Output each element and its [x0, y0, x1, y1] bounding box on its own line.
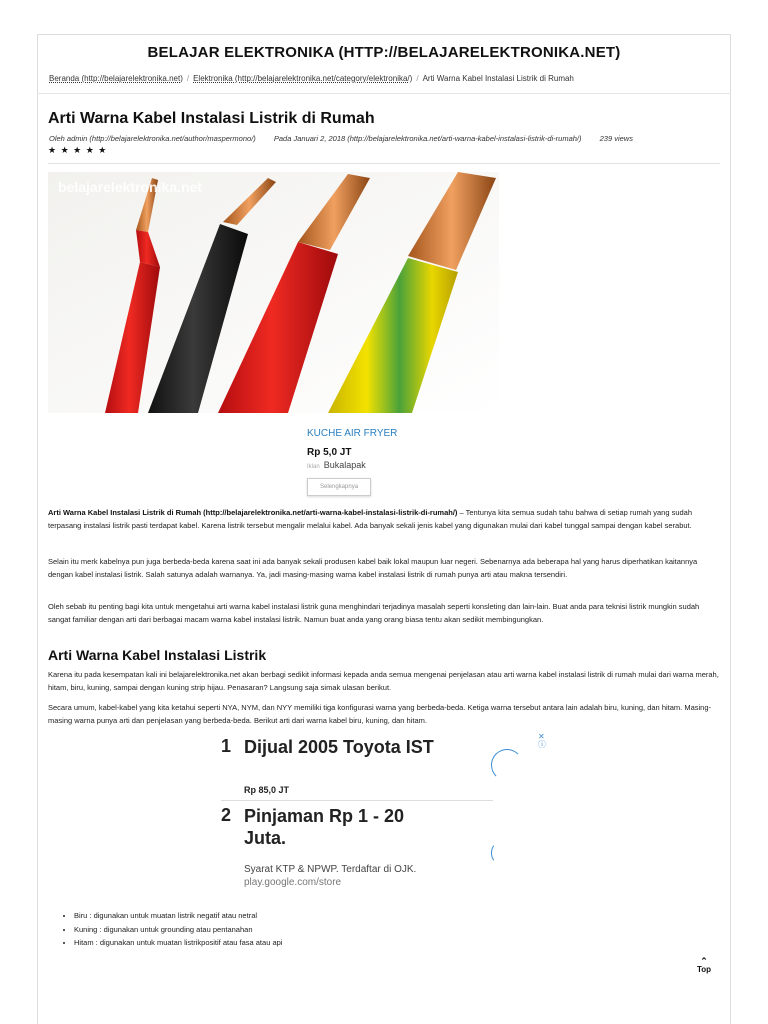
- post-title: Arti Warna Kabel Instalasi Listrik di Rumah: [48, 110, 375, 127]
- cable-illustration: [48, 172, 499, 413]
- breadcrumb-home[interactable]: Beranda (http://belajarelektronika.net): [49, 74, 183, 83]
- ad-label: Iklan: [307, 464, 320, 470]
- breadcrumb-separator: /: [416, 74, 419, 83]
- breadcrumb: [49, 74, 574, 83]
- post-author[interactable]: Oleh admin (http://belajarelektronika.net/author/maspermono/): [49, 134, 256, 143]
- ad-price: Rp 5,0 JT: [307, 447, 352, 458]
- cable-photo: [48, 172, 499, 413]
- ad-item-number: 2: [221, 805, 232, 825]
- breadcrumb-separator: /: [186, 74, 190, 83]
- post-link[interactable]: Arti Warna Kabel Instalasi Listrik di Rumah (http://belajarelektronika.net/arti-warna-kabel-instalasi-listrik-di-rumah/): [48, 508, 458, 517]
- ad-mid: [221, 733, 551, 898]
- paragraph: Secara umum, kabel-kabel yang kita ketahui seperti NYA, NYM, dan NYY memiliki tiga konfigurasi warna yang berbeda-beda. Ketiga warna tersebut antara lain adalah biru, kuning, dan hitam. Masing-masing warna punya arti dan penjelasan yang berbeda-beda. Berikut arti dari warna kabel biru, kuning, dan hitam.: [48, 703, 711, 725]
- image-watermark: belajarelektronika.net: [58, 179, 202, 195]
- ad-item-desc: Syarat KTP & NPWP. Terdaftar di OJK.: [244, 864, 417, 875]
- divider: [37, 93, 731, 94]
- back-to-top-button[interactable]: [697, 958, 711, 974]
- post-date[interactable]: Pada Januari 2, 2018 (http://belajarelektronika.net/arti-warna-kabel-instalasi-listrik-di-rumah/): [273, 134, 582, 143]
- ad-source: [307, 460, 507, 470]
- color-meaning-list: [60, 909, 282, 950]
- ad-item-price: Rp 85,0 JT: [244, 785, 290, 795]
- ad-item-title[interactable]: Dijual 2005 Toyota IST: [244, 737, 434, 757]
- list-item: • Hitam : digunakan untuk muatan listrikpositif atau fasa atau api: [74, 936, 282, 950]
- post-views: 239 views: [599, 134, 633, 143]
- paragraph: [48, 507, 720, 532]
- ad-item-url[interactable]: play.google.com/store: [244, 877, 342, 888]
- ad-item-number: 1: [221, 736, 232, 756]
- paragraph: Selain itu merk kabelnya pun juga berbeda-beda karena saat ini ada banyak sekali produsen kabel baik lokal maupun luar negeri. Sebenarnya ada beberapa hal yang harus diperhatikan kaitannya dengan kabel instalasi listrik. Salah satunya adalah warnanya. Ya, jadi masing-masing warna kabel instalasi listrik di rumah punya arti atau makna tersendiri.: [48, 557, 698, 579]
- divider: [221, 800, 493, 801]
- ad-title[interactable]: KUCHE AIR FRYER: [307, 428, 398, 439]
- ad-source-name: Bukalapak: [323, 460, 366, 470]
- list-item: • Biru : digunakan untuk muatan listrik negatif atau netral: [74, 909, 282, 923]
- ad-item-title[interactable]: [244, 805, 404, 849]
- list-item: • Kuning : digunakan untuk grounding atau pentanahan: [74, 923, 282, 937]
- ad-top: [307, 428, 507, 496]
- site-title[interactable]: BELAJAR ELEKTRONIKA (HTTP://BELAJARELEKTRONIKA.NET): [147, 44, 621, 61]
- post-meta: [49, 134, 649, 143]
- breadcrumb-current: Arti Warna Kabel Instalasi Listrik di Rumah: [422, 74, 574, 83]
- paragraph-text: – Tentunya kita semua sudah tahu bahwa di setiap rumah yang sudah terpasang instalasi listrik pasti terdapat kabel. Karena listrik tersebut mengalir melalui kabel. Ada banyak sekali jenis kabel yang digunakan mulai dari kabel tunggal sampai dengan kabel serabut.: [48, 508, 693, 530]
- divider: [48, 163, 720, 164]
- back-to-top-label: Top: [697, 965, 712, 974]
- chevron-up-icon: ⌃: [700, 956, 708, 966]
- breadcrumb-category[interactable]: Elektronika (http://belajarelektronika.net/category/elektronika/): [193, 74, 413, 83]
- ad-arrow-icon[interactable]: [491, 749, 523, 781]
- paragraph: Oleh sebab itu penting bagi kita untuk mengetahui arti warna kabel instalasi listrik guna menghindari terjadinya masalah seperti konsleting dan lain-lain. Buat anda para teknisi listrik mungkin sudah sangat familiar dengan arti dari berbagai macam warna kabel instalasi listrik. Namun buat anda yang orang biasa tentu akan sedikit membingungkan.: [48, 602, 700, 624]
- ad-more-button[interactable]: Selengkapnya: [307, 478, 371, 496]
- ad-item-title-line: Juta.: [244, 828, 287, 848]
- paragraph: Karena itu pada kesempatan kali ini belajarelektronika.net akan berbagi sedikit informasi kepada anda semua mengenai penjelasan atau arti warna kabel instalasi listrik di rumah mulai dari warna merah, hitam, biru, kuning, sampai dengan kuning strip hijau. Penasaran? Langsung saja simak ulasan berikut.: [48, 670, 719, 692]
- rating-stars[interactable]: ★ ★ ★ ★ ★: [48, 145, 108, 155]
- section-heading: Arti Warna Kabel Instalasi Listrik: [48, 647, 267, 663]
- ad-close-icon[interactable]: ✕ ⓘ: [538, 732, 546, 749]
- ad-arrow-icon[interactable]: [491, 843, 505, 863]
- ad-item-title-line: Pinjaman Rp 1 - 20: [244, 806, 405, 826]
